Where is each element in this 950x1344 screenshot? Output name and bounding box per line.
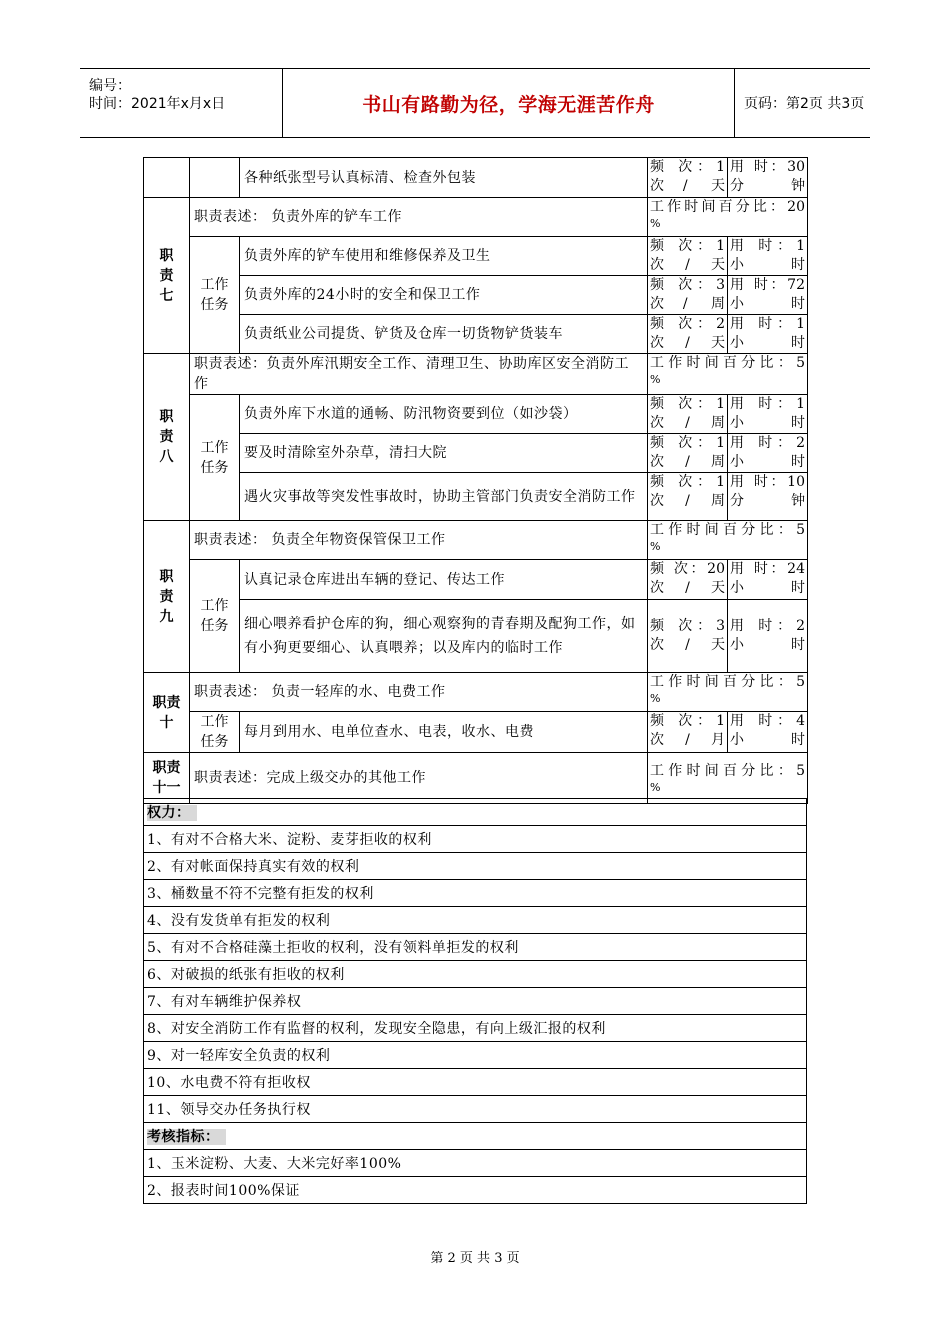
indicator-item: 2、报表时间100%保证 (144, 1177, 807, 1204)
indicators-title (144, 1123, 807, 1150)
freq-line: 次/天 (650, 335, 725, 351)
freq-line: 频 次：1 (650, 474, 725, 490)
pct-line: 工作时间百分比：5 (650, 763, 805, 779)
duty-table (143, 157, 808, 804)
duty-description: 职责表述：完成上级交办的其他工作 (190, 753, 648, 804)
rights-title-text: 权力： (147, 805, 197, 821)
time-line: 用 时：4 (730, 713, 805, 729)
task-time (728, 158, 808, 198)
duty-description: 职责表述： 负责全年物资保管保卫工作 (190, 521, 648, 560)
pct-unit: % (650, 373, 661, 386)
duty-number-char: 责 (159, 267, 174, 284)
time-line: 小时 (730, 454, 805, 470)
task-time (728, 315, 808, 354)
duty-description: 职责表述： 负责外库的铲车工作 (190, 198, 648, 237)
time-line: 用 时：30 (730, 159, 805, 175)
task-text: 负责外库的24小时的安全和保卫工作 (240, 276, 648, 315)
freq-line: 频 次：1 (650, 238, 725, 254)
time-line: 小时 (730, 335, 805, 351)
table-row (144, 961, 807, 988)
indicator-item: 1、玉米淀粉、大麦、大米完好率100% (144, 1150, 807, 1177)
duty-number-char: 责 (159, 429, 174, 445)
duty-number-char: 职责 (152, 760, 181, 776)
table-row (144, 276, 808, 315)
task-time (728, 712, 808, 753)
task-label-line: 任务 (200, 459, 229, 476)
empty-cell (144, 158, 190, 198)
duty-number-char: 七 (159, 287, 174, 304)
table-row (144, 753, 808, 804)
document-number-label: 编号： (89, 78, 131, 94)
page-footer: 第 2 页 共 3 页 (430, 1251, 520, 1266)
time-line: 小时 (730, 732, 805, 748)
table-row (144, 354, 808, 395)
rights-item: 5、有对不合格硅藻土拒收的权利，没有领料单拒发的权利 (144, 934, 807, 961)
freq-line: 频 次：3 (650, 618, 725, 634)
task-label-line: 任务 (200, 618, 229, 634)
freq-line: 频 次：2 (650, 316, 725, 332)
duty-number-char: 职责 (152, 694, 181, 711)
task-time (728, 600, 808, 673)
freq-line: 次/周 (650, 415, 725, 431)
task-frequency (648, 434, 728, 473)
duty-number (144, 673, 190, 753)
header-motto-cell (282, 69, 735, 137)
rights-table (143, 798, 807, 1204)
time-line: 用 时：1 (730, 238, 805, 254)
task-frequency (648, 395, 728, 434)
task-frequency (648, 276, 728, 315)
rights-item: 7、有对车辆维护保养权 (144, 988, 807, 1015)
duty-number-char: 十 (159, 714, 174, 731)
table-row (144, 1177, 807, 1204)
duty-number-char: 责 (159, 588, 174, 605)
time-line: 用 时：24 (730, 561, 805, 577)
table-row (144, 1015, 807, 1042)
task-label (190, 237, 240, 354)
table-row (144, 315, 808, 354)
table-row (144, 673, 808, 712)
task-time (728, 395, 808, 434)
freq-line: 频 次：1 (650, 159, 725, 175)
section-header-row (144, 1123, 807, 1150)
freq-line: 次/天 (650, 257, 725, 273)
freq-line: 次/月 (650, 732, 725, 748)
task-time (728, 276, 808, 315)
table-row (144, 434, 808, 473)
time-percentage (648, 354, 808, 395)
freq-line: 次/天 (650, 580, 725, 596)
duty-number (144, 753, 190, 804)
table-row (144, 198, 808, 237)
task-label (190, 560, 240, 673)
task-text: 认真记录仓库进出车辆的登记、传达工作 (240, 560, 648, 600)
task-label-line: 任务 (200, 297, 229, 313)
task-frequency (648, 315, 728, 354)
page-header (80, 68, 870, 138)
time-percentage (648, 753, 808, 804)
table-row (144, 237, 808, 276)
freq-line: 次/周 (650, 454, 725, 470)
pct-line: 工作时间百分比：5 (650, 522, 805, 538)
time-line: 用 时：2 (730, 618, 805, 634)
duty-number-char: 十一 (152, 780, 181, 796)
task-label (190, 712, 240, 753)
task-text: 遇火灾事故等突发性事故时，协助主管部门负责安全消防工作 (240, 473, 648, 521)
task-text: 负责外库的铲车使用和维修保养及卫生 (240, 237, 648, 276)
rights-item: 10、水电费不符有拒收权 (144, 1069, 807, 1096)
pct-unit: % (650, 217, 661, 230)
duty-number-char: 职 (159, 409, 174, 425)
duty-description: 职责表述：负责外库汛期安全工作、清理卫生、协助库区安全消防工作 (190, 354, 648, 395)
table-row (144, 521, 808, 560)
time-line: 小时 (730, 580, 805, 596)
table-row (144, 600, 808, 673)
rights-item: 8、对安全消防工作有监督的权利，发现安全隐患，有向上级汇报的权利 (144, 1015, 807, 1042)
task-label-line: 工作 (200, 714, 229, 730)
task-label-line: 工作 (200, 277, 229, 293)
table-row (144, 1096, 807, 1123)
time-line: 用 时：10 (730, 474, 805, 490)
duty-number (144, 198, 190, 354)
freq-line: 次/ 天 (650, 178, 725, 194)
freq-line: 次/ 周 (650, 296, 725, 312)
table-row (144, 880, 807, 907)
task-text: 要及时清除室外杂草，清扫大院 (240, 434, 648, 473)
table-row (144, 395, 808, 434)
table-row (144, 1150, 807, 1177)
freq-line: 次/周 (650, 493, 725, 509)
rights-item: 4、没有发货单有拒发的权利 (144, 907, 807, 934)
task-time (728, 473, 808, 521)
rights-item: 1、有对不合格大米、淀粉、麦芽拒收的权利 (144, 826, 807, 853)
pct-unit: % (650, 540, 661, 553)
table-row (144, 934, 807, 961)
time-percentage (648, 198, 808, 237)
task-text: 各种纸张型号认真标清、检查外包装 (240, 158, 648, 198)
task-time (728, 434, 808, 473)
duty-number (144, 354, 190, 521)
task-frequency (648, 712, 728, 753)
document-date: 时间：2021年x月x日 (89, 96, 226, 112)
freq-line: 频 次：1 (650, 713, 725, 729)
time-line: 分钟 (730, 493, 805, 509)
task-frequency (648, 237, 728, 276)
task-label-line: 工作 (200, 439, 229, 456)
pct-line: 工作时间百分比：20 (650, 199, 805, 215)
task-frequency (648, 560, 728, 600)
table-row (144, 158, 808, 198)
time-line: 用 时：1 (730, 396, 805, 412)
section-header-row (144, 799, 807, 826)
table-row (144, 1069, 807, 1096)
table-row (144, 907, 807, 934)
task-label (190, 395, 240, 521)
freq-line: 频 次：20 (650, 561, 725, 577)
duty-number-char: 职 (159, 247, 174, 264)
task-label-line: 工作 (200, 598, 229, 614)
rights-title (144, 799, 807, 826)
header-page-cell (734, 69, 870, 137)
rights-item: 6、对破损的纸张有拒收的权利 (144, 961, 807, 988)
empty-cell (190, 158, 240, 198)
table-row (144, 1042, 807, 1069)
table-row (144, 712, 808, 753)
table-row (144, 988, 807, 1015)
time-line: 用 时：1 (730, 316, 805, 332)
header-meta (80, 69, 282, 137)
task-frequency (648, 473, 728, 521)
freq-line: 频 次：3 (650, 277, 725, 293)
duty-number-char: 八 (159, 449, 174, 465)
header-page-info: 页码：第2页 共3页 (744, 96, 865, 112)
duty-number (144, 521, 190, 673)
header-motto: 书山有路勤为径，学海无涯苦作舟 (362, 93, 655, 116)
table-row (144, 826, 807, 853)
time-line: 小时 (730, 257, 805, 273)
time-line: 小时 (730, 637, 805, 653)
task-text: 负责外库下水道的通畅、防汛物资要到位（如沙袋） (240, 395, 648, 434)
rights-item: 3、桶数量不符不完整有拒发的权利 (144, 880, 807, 907)
task-text: 细心喂养看护仓库的狗，细心观察狗的青春期及配狗工作，如有小狗更要细心、认真喂养；以及库内的临时工作 (240, 600, 648, 673)
freq-line: 频 次：1 (650, 396, 725, 412)
rights-item: 9、对一轻库安全负责的权利 (144, 1042, 807, 1069)
time-line: 小时 (730, 296, 805, 312)
rights-item: 2、有对帐面保持真实有效的权利 (144, 853, 807, 880)
indicators-title-text: 考核指标： (147, 1129, 226, 1145)
time-line: 用 时：72 (730, 277, 805, 293)
duty-number-char: 九 (159, 608, 174, 625)
task-text: 负责纸业公司提货、铲货及仓库一切货物铲货装车 (240, 315, 648, 354)
time-line: 用 时：2 (730, 435, 805, 451)
task-time (728, 560, 808, 600)
task-frequency (648, 158, 728, 198)
time-percentage (648, 521, 808, 560)
pct-line: 工作时间百分比：5 (650, 674, 805, 690)
time-percentage (648, 673, 808, 712)
pct-line: 工作时间百分比：5 (650, 355, 805, 371)
time-line: 小时 (730, 415, 805, 431)
freq-line: 次/天 (650, 637, 725, 653)
task-time (728, 237, 808, 276)
task-label-line: 任务 (200, 734, 229, 750)
table-row (144, 853, 807, 880)
pct-unit: % (650, 781, 661, 794)
pct-unit: % (650, 692, 661, 705)
table-row (144, 560, 808, 600)
time-line: 分钟 (730, 178, 805, 194)
task-text: 每月到用水、电单位查水、电表，收水、电费 (240, 712, 648, 753)
duty-number-char: 职 (159, 568, 174, 585)
freq-line: 频 次：1 (650, 435, 725, 451)
duty-description: 职责表述： 负责一轻库的水、电费工作 (190, 673, 648, 712)
rights-item: 11、领导交办任务执行权 (144, 1096, 807, 1123)
table-row (144, 473, 808, 521)
task-frequency (648, 600, 728, 673)
